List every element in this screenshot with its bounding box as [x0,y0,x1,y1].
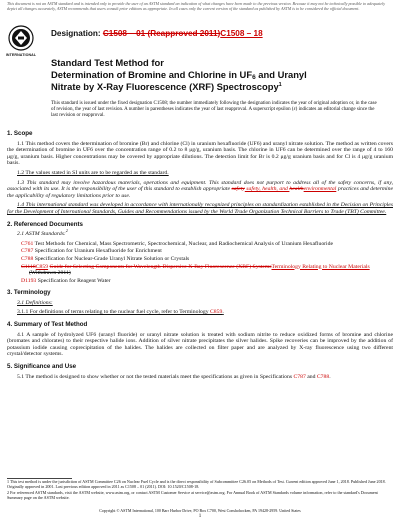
ref-link[interactable]: C859 [209,309,223,316]
title-line-2: Determination of Bromine and Chlorine in $UF_6$ and Uranyl [51,68,307,81]
change-notice: This document is not an ASTM standard and is intended only to provide the user of an ASTM standard an indication of what changes have been made to the previous version. Because it may not be technically possible to adequately depict all changes accurately, ASTM recommends that users consult prior editions as appropriate. In all cases only the current version of the standard as published by ASTM is to be considered the official document. [7,1,386,11]
scope-1-4: 1.4 This international standard was developed in accordance with internationally recognized principles on standardization established in the Decision on Principles for the Development of International Standards, Guides and Recommendations issued by the World Trade Organization Technical Barriers to Trade (TBT) Committee. [7,202,393,215]
standard-note: This standard is issued under the fixed designation C1508; the number immediately following the designation indicates the year of original adoption or, in the case of revision, the year of last revision. A number in parentheses indicates the year of last reapproval. A superscript epsilon (ε) indicates an editorial change since the last revision or reapproval. [51,101,377,119]
section-5-heading: 5. Significance and Use [7,363,77,371]
title-line-1: Standard Test Method for [51,57,164,68]
footnote-2: 2 For referenced ASTM standards, visit the ASTM website, www.astm.org, or contact ASTM Customer Service at service@astm.org. For Annual Book of ASTM Standards volume information, refer to the standard's Document Summary page on the ASTM website. [7,489,378,500]
section-1-heading: 1. Scope [7,130,33,137]
copyright-line: Copyright © ASTM International, 100 Barr Harbor Drive, PO Box C700, West Conshohocken, PA 19428-2959. United States [99,508,301,513]
ref-link[interactable]: D1193 [21,277,37,284]
astm-logo-icon [8,25,34,51]
title-line-3: Nitrate by X-Ray Fluorescence (XRF) Spectroscopy$^1$ [51,80,282,92]
summary-4-1: 4.1 A sample of hydrolyzed UF6 (uranyl fluoride) or uranyl nitrate solution is treated with sodium nitrite to reduce oxidized forms of bromine and chlorine (bromates and chlorates) to their respective halide ions. Addition of silver nitrate precipitates the silver halides. Spike recoveries can be improved by the addition of potassium iodide causing coprecipitation of the halides. The halides are collected on filter paper and are analyzed by X-ray fluorescence using two different crystal/detector systems. [7,331,393,358]
scope-1-1: 1.1 This method covers the determination of bromine (Br) and chlorine (Cl) in uranium hexafluoride (UF6) and uranyl nitrate solution. The method as written covers the determination of bromine in UF6 over the concentration range of 0.2 to 8 μg/g, uranium basis. The chlorine in UF6 can be determined over the range of 4 to 160 μg/g, uranium basis. Higher concentrations may be covered by appropriate dilutions. The detection limit for Br is 0.2 μg/g uranium basis and for Cl is 4 μg/g uranium basis. [7,140,393,167]
significance-5-1: 5.1 The method is designed to show whether or not the tested materials meet the specifications as given in Specifications C787 and C788. [17,373,331,380]
ref-link[interactable]: C787 [21,248,34,255]
astm-standards-label: 2.1 ASTM Standards:$^2$ [17,228,68,238]
terminology-3-1: 3.1 Definitions: [17,299,53,306]
section-2-heading: 2. Referenced Documents [7,220,83,228]
ref-d1193: D1193 Specification for Reagent Water [21,277,111,284]
ref-link[interactable]: C761 [21,240,34,247]
terminology-3-1-1: 3.1.1 For definitions of terms relating to the nuclear fuel cycle, refer to Terminology C859. [17,309,224,316]
ref-c761: C761 Test Methods for Chemical, Mass Spectrometric, Spectrochemical, Nuclear, and Radiochemical Analysis of Uranium Hexafluoride [21,240,334,247]
ref-c788: C788 Specification for Nuclear-Grade Uranyl Nitrate Solution or Crystals [21,255,190,262]
ref-c787: C787 Specification for Uranium Hexafluoride for Enrichment [21,248,162,255]
footnote-1: 1 This test method is under the jurisdiction of ASTM Committee C26 on Nuclear Fuel Cycle and is the direct responsibility of Subcommittee C26.05 on Methods of Test. Current edition approved June 1, 2018. Published June 2018. Originally approved in 2001. Last previous edition approved in 2011 as C1508 – 01 (2011). DOI: 10.1520/C1508-18. [7,479,386,489]
page-number: 1 [198,514,202,519]
designation-new: C1508 – 18 [220,29,263,38]
footnotes [7,480,393,502]
ref-link[interactable]: C788 [21,255,34,262]
logo-caption: INTERNATIONAL [5,53,37,57]
designation [51,29,263,38]
ref-link[interactable]: C859 [35,263,49,270]
document-body [7,125,393,383]
scope-1-3: 1.3 This standard may involve hazardous materials, operations and equipment. This standard does not purport to address all of the safety concerns, if any, associated with its use. It is the responsibility of the user of this standard to establish appropriate safety safety, health, and healthenvironmental practices and determine the applicability of regulatory limitations prior to use. [7,179,393,199]
designation-old: C1508 – 01 (Reapproved 2011) [102,29,221,38]
ref-link[interactable]: C788 [316,373,330,380]
ref-c859: C1118C859 Guide for Selecting Components for Wavelength-Dispersive X-Ray Fluorescence (XRF) SystemsTerminology Relating to Nuclear Materials (Withdrawn 2011) [21,263,370,277]
scope-1-2: 1.2 The values stated in SI units are to be regarded as the standard. [17,169,169,176]
designation-label: Designation: [51,29,103,38]
section-3-heading: 3. Terminology [7,289,51,297]
ref-link[interactable]: C787 [293,373,306,380]
section-4-heading: 4. Summary of Test Method [7,321,88,329]
document-title [51,57,381,92]
